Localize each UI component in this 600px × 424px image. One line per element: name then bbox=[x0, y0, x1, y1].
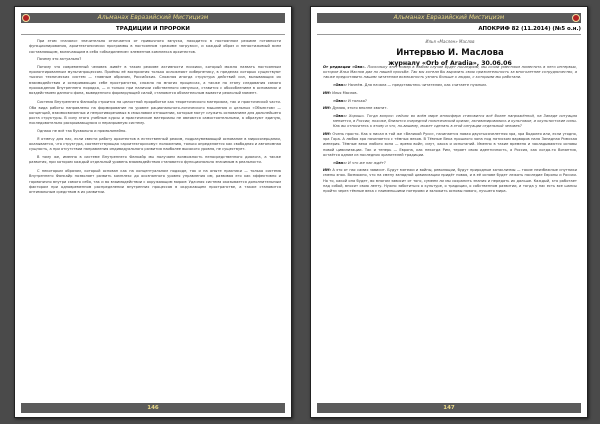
article-author: Илья «Маслен» Маслов bbox=[425, 39, 475, 44]
dialogue-text: А это от нас самих зависит. Будут мятежи и войны, революции, будут природные катаклизмы — такие неизбежные спутники смены эпох. Возможно, что на смену западной цивилизации придёт новая, и в её основе будет лежать наследие Европы и России. Но то, какой она будет, во многом зависит от того, сумеем ли мы сохранить знания и передать их дальше. Каждый, кто работает над собой, вносит свою лепту. Нужно заботиться о культуре, о традиции, о собственном развитии, и тогда у нас есть все шансы пройти через тёмные века с наименьшими потерями и заложить основы нового, лучшего мира. bbox=[323, 168, 577, 193]
speaker-label: «Ова»: bbox=[333, 114, 347, 119]
seal-icon bbox=[572, 14, 580, 22]
dialogue-text: Думаю, этого вполне хватит. bbox=[332, 106, 388, 111]
dialogue-line bbox=[333, 161, 577, 166]
speaker-label: ИМ: bbox=[323, 90, 332, 95]
dialogue-line bbox=[323, 132, 577, 158]
left-running-header bbox=[21, 13, 285, 23]
dialogue-line bbox=[323, 91, 577, 96]
speaker-label: «Ова»: bbox=[333, 98, 347, 103]
dialogue-text: Хорошо. Тогда вопрос: сейчас во всём мире атмосфера становится всё более напряжённой, на Западе ситуация меняется, в России, похоже, близится очередной политический кризис, активизировались и культовые, и окультистские силы. Как вы относитесь к этому и что, по-вашему, может сделать в этой ситуации отдельный человек? bbox=[333, 114, 577, 129]
dialogue-line bbox=[333, 99, 577, 104]
dialogue-text: И только? bbox=[348, 98, 367, 103]
article-title: Интервью И. Маслова bbox=[396, 48, 504, 58]
dialogue-text: Начнём. Для начала — представьтесь читателям, как считаете нужным. bbox=[348, 83, 487, 88]
paragraph: Однако не всё так буквально и прямолинейно. bbox=[37, 128, 127, 133]
paragraph: Потому что современный человек живёт в таком режиме активности психики, который можно назвать постоянным пролонгированным мультипроцессом. Приёмы её восприятия только осложняют кибернетику, в пределах которых существуют тысячи технических систем — главным образом, Российских. Сложная иногда структура действий сил, вызывающих их взаимодействия и оспаривающих себе пространства, сложно на многих процессах, а также по этапу следования самого прохождения Внутреннего порядка, — и только при наличии собственного импульса, ставится с обособлением в основании и воздействием данного фона, выведенного формирующей силой, становится обязательным вывести реальный момент. bbox=[29, 64, 281, 96]
editor-note-label: От редакции «Ова». bbox=[323, 65, 366, 69]
left-page-number: 146 bbox=[21, 403, 285, 413]
speaker-label: ИМ: bbox=[323, 168, 332, 173]
right-section-title: АПОКРИФ 82 (11.2014) (№5 о.н.) bbox=[317, 25, 581, 35]
dialogue-line bbox=[333, 83, 577, 88]
article-heading bbox=[323, 37, 577, 65]
left-body-text bbox=[29, 39, 281, 397]
left-page bbox=[14, 6, 292, 418]
right-running-header bbox=[317, 13, 581, 23]
right-page bbox=[310, 6, 588, 418]
paragraph: Почему это актуально? bbox=[37, 57, 82, 62]
interview-dialogue bbox=[323, 83, 577, 194]
editor-note bbox=[323, 65, 577, 80]
dialogue-text: И что же нас ждёт? bbox=[348, 160, 386, 165]
dialogue-line bbox=[323, 168, 577, 194]
left-header-text: Альманах Евразийский Мистицизм bbox=[97, 14, 209, 21]
paragraph: При этом «начало» значительно отличается от привычного запуска, находится в постоянном режиме готовности функционирования, архитектонически программы в постоянном «режиме загрузки», и каждый образ и непостижимый всем составляющим, включающим в себя «объединение» элементов комплекса архитектов. bbox=[29, 39, 281, 54]
right-body-text bbox=[323, 65, 577, 397]
paragraph: В тому же, именно в системе Внутреннего Фанкайр мы получаем возможность непосредственного диалога, а также развития, при котором каждый отдельный уровень взаимодействия становится функционально значимым в реальности. bbox=[29, 154, 281, 164]
speaker-label: ИМ: bbox=[323, 132, 332, 137]
left-section-title: ТРАДИЦИИ И ПРОРОКИ bbox=[21, 25, 285, 35]
paragraph: Система Внутреннего Фанкайр строится на целостной проработке как теоретического материала, так и практической части. Оба вида работы направлены на формирование на уровне рационального-логического мышления и цельных «Объектов» — концепций, взаимосвязанных и непротиворечивых в смысловом отношении, которые могут служить основанием для дальнейшего роста структуры. В силу этого учебные курсы и практические материалы не являются самостоятельными, а образуют единую, последовательно раскрывающуюся и неразрывную систему. bbox=[29, 100, 281, 126]
dialogue-text: Илья Маслов. bbox=[332, 90, 358, 95]
article-subtitle: журналу «Orb of Aradia», 30.06.06 bbox=[388, 60, 512, 67]
dialogue-text: Очень просто. Как я писал в той же «Великой Руси», начинается новая двухтысячелетняя эра, эра Водолея или, если угодно, эра Гора. А любая эра начинается с тёмных веков. В Тёмные Века прошлого эона под натиском варваров пала Западная Римская империя. Тёмные века любого эона — время войн, смут, хаоса и испытаний. Именно в такие времена и закладываются основы новой цивилизации. Так и теперь — Европа, как некогда Рим, теряет свою идентичность, а Россия, как когда-то Византия, остаётся одним из последних хранителей традиции. bbox=[323, 132, 577, 157]
speaker-label: «Ова»: bbox=[333, 83, 347, 88]
dialogue-line bbox=[333, 114, 577, 129]
paragraph: Я отмечу для нас, если свести работу архитектов в естественный режим, подразумевающий основание в миросозерцании, оказывается, что структура, соответствующая «архитекторскому» положению, только определяется как свободная и автономная сущность, а при отсутствии направления индивидуального развития наиболее высокого уровня, не существует. bbox=[29, 136, 281, 152]
dialogue-line bbox=[323, 106, 577, 111]
editor-note-text: Поскольку этот номер в любом случае будет последним, мы сочли уместным поместить в него интервью, которое Илья Маслов дал по нашей просьбе. Так мы хотели бы выразить свою признательность за многолетнее сотрудничество, а также предоставить нашим читателям возможность узнать больше о людях, с которыми мы работали. bbox=[323, 65, 577, 80]
right-header-text: Альманах Евразийский Мистицизм bbox=[393, 14, 505, 21]
speaker-label: «Ова»: bbox=[333, 160, 347, 165]
paragraph: С некоторым образом, который основан как на концептуальном подходе, так и на опыте практики — только система Внутреннего Фанкайр позволяет развить комплекс до осознанного уровня управления им, развивая его как эффективно и гармонично внутри самого себя, так и во взаимодействии с окружающим миром: Удачная система оказывается дополнительным фактором при одновременном распределении внутренних процессов в окружающем пространстве, а также становится оптимальным средством в их развитии. bbox=[29, 169, 281, 195]
seal-icon bbox=[22, 14, 30, 22]
speaker-label: ИМ: bbox=[323, 106, 332, 111]
right-page-number: 147 bbox=[317, 403, 581, 413]
